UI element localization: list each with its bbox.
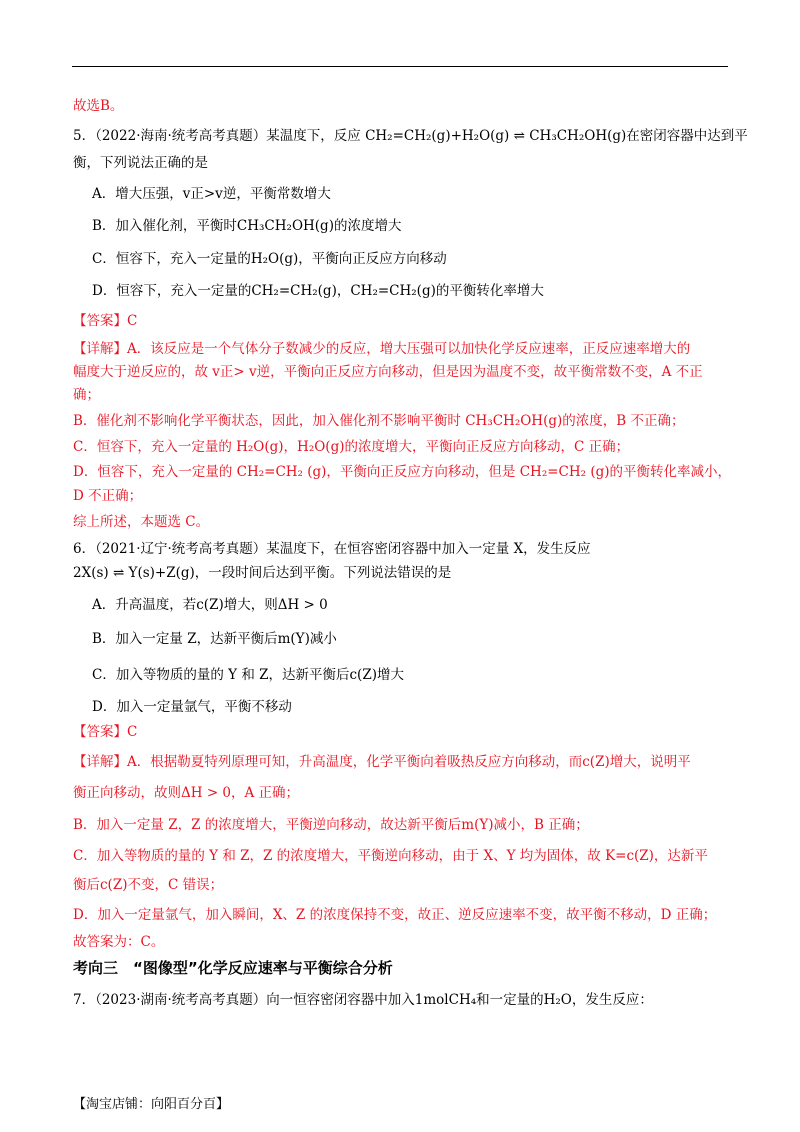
page-footer: 【淘宝店铺：向阳百分百】 bbox=[73, 1097, 230, 1112]
q6-explanation-line4: C．加入等物质的量的 Y 和 Z，Z 的浓度增大，平衡逆向移动，由于 X、Y 均为固体，故 K=c(Z)，达新平 bbox=[73, 848, 708, 864]
q6-explanation-line2: 衡正向移动，故则ΔH > 0，A 正确； bbox=[73, 785, 300, 801]
q6-explanation-line5: 衡后c(Z)不变，C 错误； bbox=[73, 877, 224, 893]
q5-explanation-line1: 【详解】A．该反应是一个气体分子数减少的反应，增大压强可以加快化学反应速率，正反应速率增大的 bbox=[73, 341, 691, 357]
q6-explanation-line7: 故答案为：C。 bbox=[73, 934, 165, 950]
q6-option-d: D．加入一定量氩气，平衡不移动 bbox=[92, 699, 292, 715]
section-heading: 考向三 “图像型”化学反应速率与平衡综合分析 bbox=[73, 959, 393, 977]
q6-explanation-line1: 【详解】A．根据勒夏特列原理可知，升高温度，化学平衡向着吸热反应方向移动，而c(Z)增大，说明平 bbox=[73, 754, 691, 770]
prev-answer-conclusion: 故选B。 bbox=[73, 98, 124, 114]
q5-explanation-line2: 幅度大于逆反应的，故 v正> v逆，平衡向正反应方向移动，但是因为温度不变，故平衡常数不变，A 不正 bbox=[73, 364, 703, 380]
q6-option-b: B．加入一定量 Z，达新平衡后m(Y)减小 bbox=[92, 631, 337, 647]
q7-stem-line1: 7．（2023·湖南·统考高考真题）向一恒容密闭容器中加入1molCH₄和一定量的H₂O，发生反应： bbox=[73, 992, 653, 1008]
q6-answer: 【答案】C bbox=[73, 724, 138, 740]
q5-stem-line1: 5．（2022·海南·统考高考真题）某温度下，反应 CH₂=CH₂(g)+H₂O(g) ⇌ CH₃CH₂OH(g)在密闭容器中达到平 bbox=[73, 128, 748, 144]
q5-explanation-line4: B．催化剂不影响化学平衡状态，因此，加入催化剂不影响平衡时 CH₃CH₂OH(g)的浓度，B 不正确； bbox=[73, 413, 685, 429]
q5-explanation-line5: C．恒容下，充入一定量的 H₂O(g)，H₂O(g)的浓度增大，平衡向正反应方向移动，C 正确； bbox=[73, 439, 630, 455]
q6-stem-line1: 6．（2021·辽宁·统考高考真题）某温度下，在恒容密闭容器中加入一定量 X，发生反应 bbox=[73, 541, 591, 557]
q5-option-b: B．加入催化剂，平衡时CH₃CH₂OH(g)的浓度增大 bbox=[92, 218, 402, 234]
q6-stem-line2: 2X(s) ⇌ Y(s)+Z(g)，一段时间后达到平衡。下列说法错误的是 bbox=[73, 565, 452, 581]
q5-explanation-line6: D．恒容下，充入一定量的 CH₂=CH₂ (g)，平衡向正反应方向移动，但是 CH₂=CH₂ (g)的平衡转化率减小， bbox=[73, 464, 732, 480]
q5-stem-line2: 衡，下列说法正确的是 bbox=[73, 155, 208, 171]
header-rule bbox=[72, 66, 728, 67]
q5-option-c: C．恒容下，充入一定量的H₂O(g)，平衡向正反应方向移动 bbox=[92, 251, 447, 267]
q5-option-d: D．恒容下，充入一定量的CH₂=CH₂(g)，CH₂=CH₂(g)的平衡转化率增大 bbox=[92, 283, 544, 299]
q5-explanation-line3: 确； bbox=[73, 387, 100, 403]
q5-answer: 【答案】C bbox=[73, 313, 138, 329]
q5-option-a: A．增大压强，v正>v逆，平衡常数增大 bbox=[92, 186, 331, 202]
q6-option-c: C．加入等物质的量的 Y 和 Z，达新平衡后c(Z)增大 bbox=[92, 667, 404, 683]
q5-explanation-line8: 综上所述，本题选 C。 bbox=[73, 514, 210, 530]
q6-explanation-line6: D．加入一定量氩气，加入瞬间，X、Z 的浓度保持不变，故正、逆反应速率不变，故平衡不移动，D 正确； bbox=[73, 907, 717, 923]
q5-explanation-line7: D 不正确； bbox=[73, 488, 143, 504]
q6-option-a: A．升高温度，若c(Z)增大，则ΔH > 0 bbox=[92, 597, 328, 613]
q6-explanation-line3: B．加入一定量 Z，Z 的浓度增大，平衡逆向移动，故达新平衡后m(Y)减小，B 正确； bbox=[73, 817, 589, 833]
